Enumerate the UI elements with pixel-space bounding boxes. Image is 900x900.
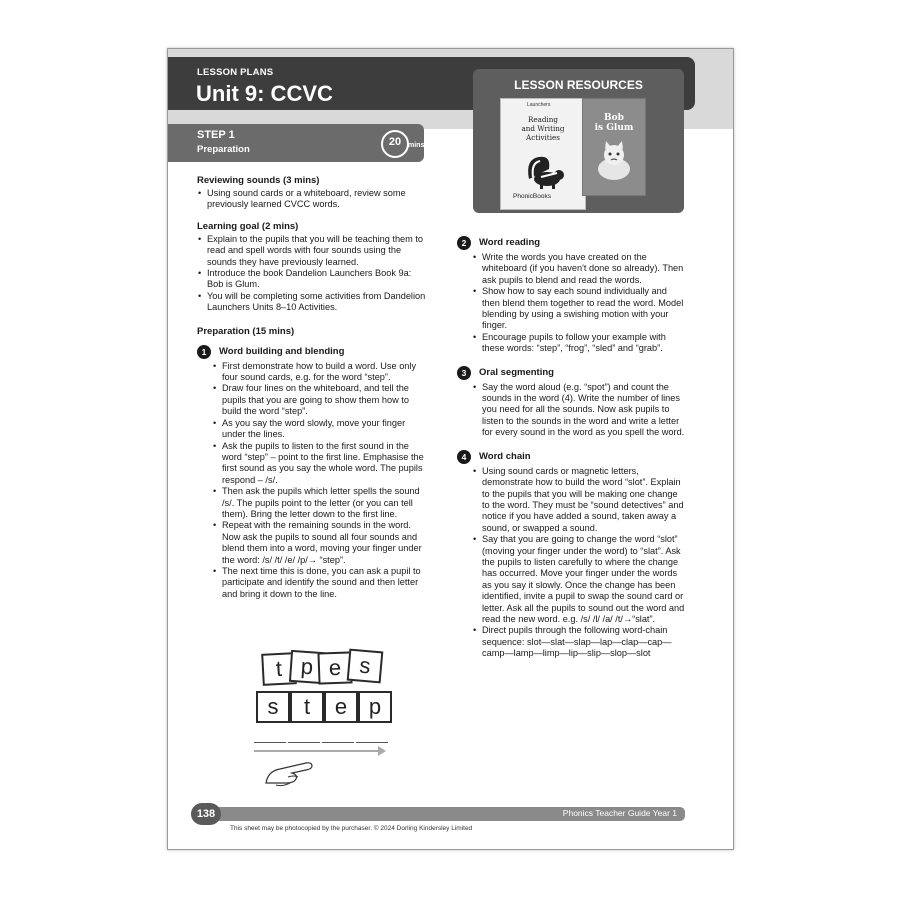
arrow-head-icon	[378, 746, 386, 756]
reviewing-heading: Reviewing sounds (3 mins)	[197, 175, 320, 186]
skunk-illustration	[523, 149, 565, 189]
item-title: Word reading	[479, 237, 541, 248]
book-title-line: Reading	[527, 115, 559, 124]
goal-heading: Learning goal (2 mins)	[197, 220, 299, 232]
book-title	[585, 113, 643, 133]
copyright-notice: This sheet may be photocopied by the purchaser. © 2024 Dorling Kindersley Limited	[230, 825, 473, 832]
reader-book-cover	[582, 98, 646, 196]
book-title	[505, 115, 581, 142]
list-item: • Write the words you have created on the whiteboard (if you haven't done so already). Then ask pupils to blend and read the words.	[472, 252, 687, 286]
list-item: • Ask the pupils to listen to the first sound in the word “step” – point to the first line. Emphasise the first sound as you say the whole word. The pupils respond – /s/.	[212, 441, 429, 487]
activities-book-cover	[500, 98, 586, 210]
letter-tile: p	[289, 650, 325, 684]
letter-tile: e	[324, 691, 358, 723]
list-item: • Say the word aloud (e.g. “spot”) and count the sounds in the word (4). Write the number of lines you need for all the sounds. Now ask pupils to listen to the sounds in the word and write a letter for every sound in the word as you spell the word.	[472, 382, 687, 439]
right-column	[457, 236, 687, 660]
item-heading	[457, 366, 687, 380]
letter-tile: t	[261, 652, 297, 686]
list-item: • Say that you are going to change the word “slot” (moving your finger under the word) to “slat”. Ask the pupils to listen carefully to where the change has occurred. Move your finger under the words as you say it slowly. Once the change has been identified, invite a pupil to swap the sound card or letter. Ask all the pupils to sound out the word and read the new word. e.g. /s/ /l/ /a/ /t/→“slat”.	[472, 534, 687, 625]
book-title-line: Bob	[604, 113, 624, 123]
number-badge: 1	[197, 345, 211, 359]
list-item: • The next time this is done, you can ask a pupil to participate and identify the sound and then letter and bring it down to the line.	[212, 566, 429, 600]
writing-line	[322, 742, 354, 743]
item-heading	[197, 345, 429, 359]
letter-tile: e	[317, 651, 352, 684]
list-item: • Explain to the pupils that you will be teaching them to read and spell words with four sounds using the sounds they have previously learned.	[197, 234, 429, 268]
step-header	[168, 124, 424, 162]
book-title-line: Activities	[526, 133, 560, 142]
book-brand: Launchers	[527, 102, 551, 108]
list-item: • Using sound cards or a whiteboard, review some previously learned CVCC words.	[197, 188, 429, 211]
lesson-resources-title: LESSON RESOURCES	[514, 78, 643, 92]
number-badge: 2	[457, 236, 471, 250]
pointing-hand-icon	[262, 753, 324, 789]
letter-tile: p	[358, 691, 392, 723]
lesson-resources-panel	[473, 69, 684, 213]
list-item: • Direct pupils through the following word-chain sequence: slot—slat—slap—lap—clap—cap—camp—lamp—limp—lip—slip—slop—slot	[472, 625, 687, 659]
timer-icon	[381, 130, 409, 158]
letter-tiles-illustration	[254, 649, 394, 799]
timer-number: 20	[388, 136, 402, 148]
cat-illustration	[593, 139, 635, 183]
letter-tile: s	[256, 691, 290, 723]
book-title-line: is Glum	[594, 123, 634, 133]
item-title: Word building and blending	[219, 345, 345, 357]
list-item: • Introduce the book Dandelion Launchers Book 9a: Bob is Glum.	[197, 268, 429, 291]
letter-tile: t	[290, 691, 324, 723]
book-title-line: and Writing	[521, 124, 565, 133]
goal-list	[197, 234, 429, 314]
oral-segmenting-list	[457, 382, 687, 439]
preparation-heading: Preparation (15 mins)	[197, 325, 295, 337]
reviewing-list	[197, 188, 429, 211]
left-column	[197, 175, 429, 600]
unit-title: Unit 9: CCVC	[196, 81, 333, 106]
list-item: • Show how to say each sound individually and then blend them together to read the word. Model blending by using a swishing motion with your finger.	[472, 286, 687, 332]
list-item: • Repeat with the remaining sounds in the word. Now ask the pupils to sound all four sounds and blend them into a word, moving your finger under the word: /s/ /t/ /e/ /p/→ “step”.	[212, 520, 429, 566]
timer-unit: mins	[408, 142, 425, 149]
section-label: LESSON PLANS	[197, 67, 274, 78]
blending-arrow	[254, 750, 380, 752]
book-title-footer: Phonics Teacher Guide Year 1	[562, 808, 677, 818]
list-item: • Draw four lines on the whiteboard, and tell the pupils that you are going to show them how to build the word “step”.	[212, 383, 429, 417]
list-item: • First demonstrate how to build a word. Use only four sound cards, e.g. for the word “step”.	[212, 361, 429, 384]
number-badge: 3	[457, 366, 471, 380]
list-item: • Using sound cards or magnetic letters, demonstrate how to build the word “slot”. Explain to the pupils that you will be making one change to the word. They must be “sound detectives” and notice if you have added a sound, taken away a sound, or swapped a sound.	[472, 466, 687, 534]
writing-line	[254, 742, 286, 743]
letter-tile: s	[347, 649, 384, 684]
list-item: • You will be completing some activities from Dandelion Launchers Units 8–10 Activities.	[197, 291, 429, 314]
number-badge: 4	[457, 450, 471, 464]
item-title: Oral segmenting	[479, 366, 554, 378]
word-building-list	[197, 361, 429, 601]
footer-bar	[197, 807, 685, 821]
step-subtitle: Preparation	[197, 144, 250, 155]
page-number: 138	[191, 803, 221, 825]
document-page	[167, 48, 734, 850]
writing-line	[288, 742, 320, 743]
list-item: • Then ask the pupils which letter spells the sound /s/. The pupils point to the letter (or you can tell them). Bring the letter down to the first line.	[212, 486, 429, 520]
publisher-logo: PhonicBooks	[513, 193, 551, 200]
item-heading	[457, 236, 687, 250]
list-item: • Encourage pupils to follow your example with these words: “step”, “frog”, “sled” and “grab”.	[472, 332, 687, 355]
list-item: • As you say the word slowly, move your finger under the lines.	[212, 418, 429, 441]
item-heading	[457, 450, 687, 464]
item-title: Word chain	[479, 450, 531, 462]
word-chain-list	[457, 466, 687, 660]
writing-line	[356, 742, 388, 743]
step-title: STEP 1	[197, 129, 235, 141]
word-reading-list	[457, 252, 687, 355]
